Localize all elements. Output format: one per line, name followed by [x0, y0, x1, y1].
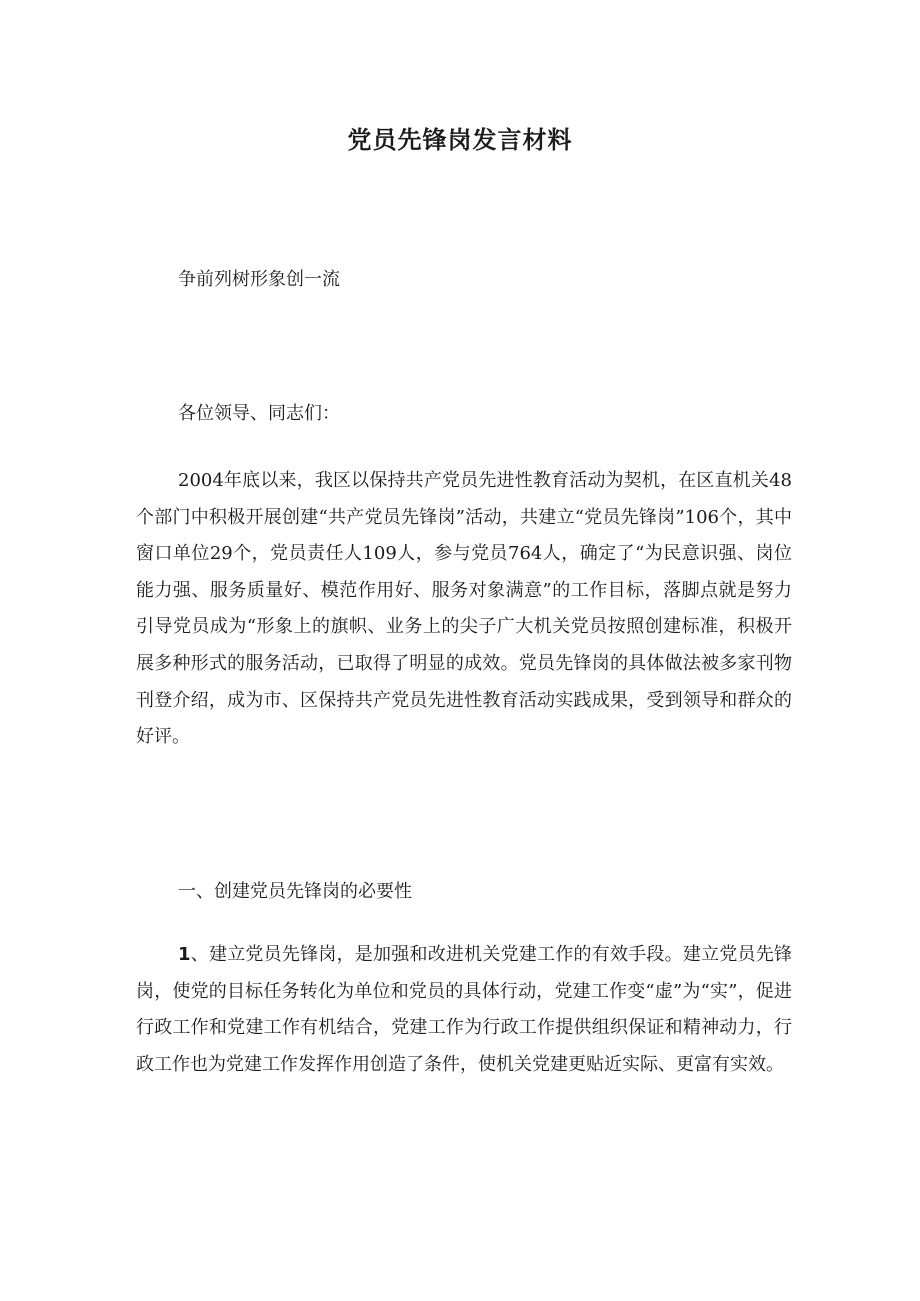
item-text: 、建立党员先锋岗，是加强和改进机关党建工作的有效手段。建立党员先锋岗，使党的目标任务转化为单位和党员的具体行动，党建工作变“虚”为“实”，促进行政工作和党建工作有机结合，党建工作为行政工作提供组织保证和精神动力，行政工作也为党建工作发挥作用创造了条件，使机关党建更贴近实际、更富有实效。 — [136, 944, 792, 1075]
document-subtitle: 争前列树形象创一流 — [178, 269, 340, 290]
salutation: 各位领导、同志们： — [178, 403, 340, 424]
section-heading: 一、创建党员先锋岗的必要性 — [178, 881, 412, 902]
intro-paragraph: 2004年底以来，我区以保持共产党员先进性教育活动为契机，在区直机关48个部门中积极开展创建“共产党员先锋岗”活动，共建立“党员先锋岗”106个，其中窗口单位29个，党员责任人109人，参与党员764人，确定了“为民意识强、岗位能力强、服务质量好、模范作用好、服务对象满意”的工作目标，落脚点就是努力引导党员成为“形象上的旗帜、业务上的尖子广大机关党员按照创建标准，积极开展多种形式的服务活动，已取得了明显的成效。党员先锋岗的具体做法被多家刊物刊登介绍，成为市、区保持共产党员先进性教育活动实践成果，受到领导和群众的好评。 — [136, 470, 792, 748]
document-title: 党员先锋岗发言材料 — [347, 126, 573, 154]
item-paragraph — [136, 937, 792, 1083]
item-number: 1 — [178, 944, 191, 965]
